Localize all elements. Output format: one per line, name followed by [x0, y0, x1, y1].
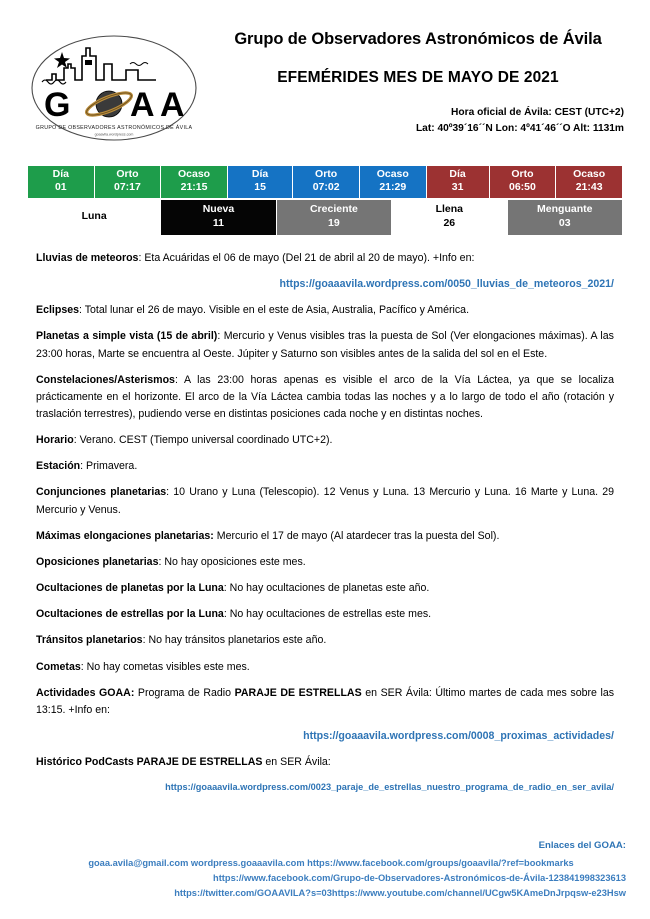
footer-line-3[interactable]: https://twitter.com/GOAAVILA?s=03https://www.youtube.com/channel/UCgw5KAmeDnJrpqsw-e23Hsw [174, 887, 626, 898]
sun-header-orto-1: Orto [116, 168, 139, 180]
sun-value-dia-2: 15 [254, 181, 266, 194]
logo-caption: GRUPO DE OBSERVADORES ASTRONÓMICOS DE ÁVILA [35, 125, 193, 131]
sun-value-ocaso-1: 21:15 [180, 181, 208, 194]
section-label: Lluvias de meteoros [36, 251, 139, 264]
section-label: Eclipses [36, 304, 79, 317]
table-row [28, 166, 623, 199]
moon-phase-nueva-day: 11 [212, 216, 225, 229]
sun-value-dia-1: 01 [54, 181, 67, 194]
section-ocultaciones-de-planetas [36, 580, 614, 597]
sun-table [27, 165, 623, 199]
section-maximas-elongaciones-planetarias [36, 528, 614, 545]
section-planetas-a-simple-vista [36, 328, 614, 362]
sun-header-dia-1: Día [52, 168, 69, 180]
sun-header-orto-2: Orto [315, 168, 338, 180]
section-label: Ocultaciones de estrellas por la Luna [36, 608, 224, 621]
moon-phase-llena-name: Llena [435, 203, 464, 216]
sun-cell-dia-1 [28, 166, 95, 199]
location-meta [210, 105, 626, 137]
document-header [0, 0, 650, 147]
section-text: : No hay ocultaciones de estrellas este mes. [223, 608, 432, 621]
moon-phase-llena-day: 26 [443, 216, 456, 229]
podcast-label-2: en SER Ávila: [262, 756, 331, 769]
sun-cell-orto-2 [293, 166, 360, 199]
podcast-program-name: PARAJE DE ESTRELLAS [136, 756, 263, 769]
section-text: : No hay cometas visibles este mes. [80, 660, 250, 673]
section-text: : Total lunar el 26 de mayo. Visible en el este de Asia, Australia, Pacífico y América. [79, 304, 470, 317]
moon-phase-menguante [507, 199, 622, 235]
sun-cell-dia-3 [426, 166, 489, 199]
sun-value-ocaso-2: 21:29 [379, 181, 407, 194]
moon-phase-nueva [161, 199, 276, 235]
section-cometas [36, 659, 614, 676]
moon-phase-menguante-name: Menguante [537, 203, 593, 216]
sun-header-ocaso-1: Ocaso [178, 168, 211, 180]
organization-title: Grupo de Observadores Astronómicos de Ávila [234, 30, 602, 48]
moon-phase-llena [392, 199, 507, 235]
section-text: : No hay oposiciones este mes. [158, 555, 306, 568]
section-constelaciones-asterismos [36, 372, 614, 423]
activities-label: Actividades GOAA: [36, 686, 135, 699]
goaa-logo [30, 34, 198, 142]
link-actividades[interactable]: https://goaaavila.wordpress.com/0008_proximas_actividades/ [303, 730, 614, 742]
moon-phase-nueva-name: Nueva [202, 203, 235, 216]
document-title: EFEMÉRIDES MES DE MAYO DE 2021 [277, 68, 559, 86]
section-historico-podcasts [36, 754, 614, 771]
ephemeris-tables [27, 165, 623, 236]
section-eclipses [36, 302, 614, 319]
document-footer [0, 840, 650, 901]
sun-value-orto-1: 07:17 [114, 181, 141, 194]
section-text: : A las 23:00 horas apenas es visible el arco de la Vía Láctea, ya que se localiza prácticamente en el horizonte. El arco de la Vía Láctea cambia todas las noches y a lo largo de todo el año (rotación y traslación terrestres), pudiendo verse en distintas posiciones cada noche y en distintas noches. [36, 373, 614, 420]
sun-cell-dia-2 [227, 166, 292, 199]
activities-text-2: en SER Ávila: Último martes de cada mes sobre las 13:15. +Info en: [36, 686, 615, 716]
document-body [36, 250, 614, 795]
section-text: : Primavera. [80, 460, 138, 473]
table-row [28, 199, 623, 235]
official-time-line: Hora oficial de Ávila: CEST (UTC+2) [451, 106, 624, 118]
svg-text:A: A [160, 86, 185, 124]
sun-value-orto-2: 07:02 [312, 181, 340, 194]
sun-cell-ocaso-2 [359, 166, 426, 199]
section-label: Conjunciones planetarias [36, 486, 167, 499]
section-label: Máximas elongaciones planetarias: [36, 529, 214, 542]
section-transitos-planetarios [36, 632, 614, 649]
footer-line-1[interactable]: goaa.avila@gmail.com wordpress.goaaavila.com https://www.facebook.com/groups/goaavila/?ref=bookmarks [88, 857, 574, 868]
section-text: : Mercurio y Venus visibles tras la puesta de Sol (Ver elongaciones máximas). A las 23:00 horas, Marte se encuentra al Oeste. Júpiter y Saturno son visibles antes de la salida del sol en el Este. [36, 330, 614, 360]
footer-line-2[interactable]: https://www.facebook.com/Grupo-de-Observadores-Astronómicos-de-Ávila-123841998323613 [213, 872, 626, 883]
section-text: : No hay ocultaciones de planetas este año. [223, 582, 430, 595]
moon-phase-menguante-day: 03 [558, 216, 571, 229]
section-label: Estación [36, 460, 81, 473]
logo-subcaption: goaavila.wordpress.com [94, 132, 134, 137]
sun-cell-orto-1 [94, 166, 161, 199]
header-text-block [210, 26, 626, 136]
section-estacion [36, 458, 614, 475]
section-ocultaciones-de-estrellas [36, 606, 614, 623]
activities-program-name: PARAJE DE ESTRELLAS [234, 686, 362, 699]
section-oposiciones-planetarias [36, 554, 614, 571]
link-meteoros[interactable]: https://goaaavila.wordpress.com/0050_lluvias_de_meteoros_2021/ [279, 278, 614, 291]
moon-table [27, 199, 623, 236]
moon-phase-creciente-name: Creciente [309, 203, 358, 216]
section-label: Oposiciones planetarias [36, 555, 159, 568]
moon-row-label: Luna [28, 199, 161, 235]
section-label: Constelaciones/Asterismos [36, 373, 175, 386]
moon-phase-creciente [276, 199, 391, 235]
svg-text:G: G [44, 86, 71, 124]
section-text: : Verano. CEST (Tiempo universal coordinado UTC+2). [73, 434, 333, 447]
podcast-label-1: Histórico PodCasts [36, 756, 137, 769]
footer-links [36, 856, 626, 901]
sun-header-ocaso-2: Ocaso [376, 168, 409, 180]
svg-text:A: A [130, 86, 155, 124]
section-conjunciones-planetarias [36, 484, 614, 518]
footer-title: Enlaces del GOAA: [538, 839, 626, 851]
sun-header-ocaso-3: Ocaso [573, 168, 606, 180]
activities-text-1: Programa de Radio [134, 686, 235, 699]
coordinates-line: Lat: 40º39´16´´N Lon: 4º41´46´´O Alt: 1131m [415, 122, 624, 134]
section-label: Tránsitos planetarios [36, 634, 143, 647]
moon-phase-creciente-day: 19 [328, 216, 340, 229]
sun-cell-ocaso-1 [161, 166, 228, 199]
section-label: Cometas [36, 660, 81, 673]
section-label: Ocultaciones de planetas por la Luna [36, 582, 224, 595]
sun-header-dia-3: Día [449, 168, 466, 180]
sun-value-ocaso-3: 21:43 [575, 181, 603, 194]
section-label: Horario [36, 434, 74, 447]
logo-container [30, 26, 210, 147]
sun-value-dia-3: 31 [451, 181, 464, 194]
sun-cell-orto-3 [489, 166, 556, 199]
sun-cell-ocaso-3 [556, 166, 623, 199]
sun-header-orto-3: Orto [511, 168, 534, 180]
section-text: : Eta Acuáridas el 06 de mayo (Del 21 de abril al 20 de mayo). +Info en: [138, 251, 475, 264]
link-podcast[interactable]: https://goaaavila.wordpress.com/0023_paraje_de_estrellas_nuestro_programa_de_radio_en_ser_avila/ [165, 782, 614, 793]
sun-value-orto-3: 06:50 [509, 181, 536, 194]
section-lluvias-de-meteoros [36, 250, 614, 267]
sun-header-dia-2: Día [251, 168, 269, 180]
section-text: : 10 Urano y Luna (Telescopio). 12 Venus y Luna. 13 Mercurio y Luna. 16 Marte y Luna. 29 Mercurio y Venus. [36, 486, 614, 516]
section-horario [36, 432, 614, 449]
section-text: Mercurio el 17 de mayo (Al atardecer tras la puesta del Sol). [213, 529, 500, 542]
section-text: : No hay tránsitos planetarios este año. [142, 634, 327, 647]
section-actividades-goaa [36, 685, 614, 719]
section-label: Planetas a simple vista (15 de abril) [36, 330, 218, 343]
